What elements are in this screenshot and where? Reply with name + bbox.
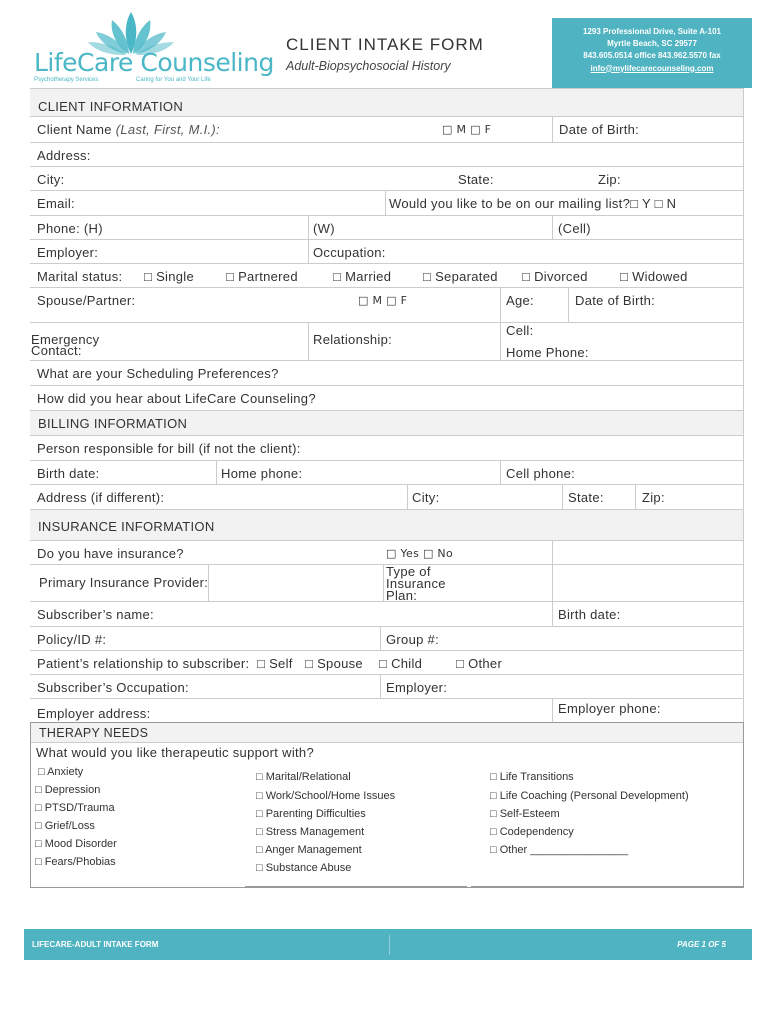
city-field[interactable]: City: xyxy=(37,172,65,187)
form-row xyxy=(30,143,744,167)
emergency-cell-field[interactable]: Cell: xyxy=(506,323,534,338)
therapy-option-anxiety[interactable]: □ Anxiety xyxy=(38,766,84,778)
work-phone-field[interactable]: (W) xyxy=(313,221,335,236)
spouse-dob-field[interactable]: Date of Birth: xyxy=(575,293,656,308)
footer-form-name: LIFECARE-ADULT INTAKE FORM xyxy=(32,940,159,949)
section-title: BILLING INFORMATION xyxy=(38,416,188,431)
form-subtitle: Adult-Biopsychosocial History xyxy=(286,59,451,73)
subscriber-birth-date-field[interactable]: Birth date: xyxy=(558,607,621,622)
relationship-to-subscriber-label: Patient’s relationship to subscriber: xyxy=(37,656,250,671)
relationship-option-child[interactable]: □ Child xyxy=(379,656,423,671)
spouse-sex-checkboxes[interactable]: □ M □ F xyxy=(358,294,408,307)
billing-zip-field[interactable]: Zip: xyxy=(642,490,665,505)
billing-city-field[interactable]: City: xyxy=(412,490,440,505)
therapy-option-other[interactable]: □ Other ________________ xyxy=(490,844,629,856)
form-row xyxy=(30,565,744,602)
billing-cell-phone-field[interactable]: Cell phone: xyxy=(506,466,576,481)
relationship-option-spouse[interactable]: □ Spouse xyxy=(305,656,363,671)
marital-option-widowed[interactable]: □ Widowed xyxy=(620,269,688,284)
email-field[interactable]: Email: xyxy=(37,196,75,211)
address-line-2: Myrtle Beach, SC 29577 xyxy=(607,39,697,49)
emergency-label-1: Emergency xyxy=(31,332,100,347)
billing-address-field[interactable]: Address (if different): xyxy=(37,490,165,505)
primary-provider-label: Primary Insurance Provider: xyxy=(39,575,209,590)
logo-tagline-right: Caring for You and Your Life xyxy=(136,77,211,83)
client-name-field[interactable] xyxy=(37,117,220,142)
subscriber-occupation-field[interactable]: Subscriber’s Occupation: xyxy=(37,680,189,695)
billing-home-phone-field[interactable]: Home phone: xyxy=(221,466,303,481)
have-insurance-label: Do you have insurance? xyxy=(37,546,184,561)
therapy-option-parenting[interactable]: □ Parenting Difficulties xyxy=(256,808,366,820)
spouse-age-field[interactable]: Age: xyxy=(506,293,534,308)
plan-type-label xyxy=(386,565,446,601)
form-row xyxy=(30,191,744,216)
therapy-option-marital[interactable]: □ Marital/Relational xyxy=(256,771,351,783)
therapy-option-work[interactable]: □ Work/School/Home Issues xyxy=(256,790,396,802)
sex-checkboxes[interactable]: □ M □ F xyxy=(442,123,492,136)
therapy-needs-section xyxy=(30,722,744,888)
marital-option-partnered[interactable]: □ Partnered xyxy=(226,269,298,284)
relationship-option-self[interactable]: □ Self xyxy=(257,656,293,671)
form-row xyxy=(30,167,744,191)
client-name-hint: (Last, First, M.I.): xyxy=(115,122,220,137)
form-right-border xyxy=(743,88,744,722)
plan-type-line-2: Insurance xyxy=(386,576,446,591)
form-row xyxy=(30,436,744,461)
therapy-option-grief[interactable]: □ Grief/Loss xyxy=(35,820,95,832)
billing-birth-date-field[interactable]: Birth date: xyxy=(37,466,100,481)
section-title: INSURANCE INFORMATION xyxy=(38,519,215,534)
form-row xyxy=(30,461,744,485)
marital-status-label: Marital status: xyxy=(37,269,123,284)
form-row xyxy=(30,386,744,411)
subscriber-name-field[interactable]: Subscriber’s name: xyxy=(37,607,154,622)
zip-field[interactable]: Zip: xyxy=(598,172,621,187)
therapy-option-transitions[interactable]: □ Life Transitions xyxy=(490,771,574,783)
form-row xyxy=(30,240,744,264)
therapy-option-ptsd[interactable]: □ PTSD/Trauma xyxy=(35,802,115,814)
contact-box xyxy=(552,18,752,88)
insurance-yes-no[interactable]: □ Yes □ No xyxy=(386,547,453,560)
plan-type-line-3: Plan: xyxy=(386,588,418,603)
footer-page-number: PAGE 1 OF 5 xyxy=(677,940,726,949)
policy-id-field[interactable]: Policy/ID #: xyxy=(37,632,107,647)
employer-address-field[interactable]: Employer address: xyxy=(37,706,151,721)
form-row xyxy=(30,485,744,510)
emergency-home-phone-field[interactable]: Home Phone: xyxy=(506,345,589,360)
address-line-1: 1293 Professional Drive, Suite A-101 xyxy=(583,27,721,36)
section-title: CLIENT INFORMATION xyxy=(38,99,184,114)
form-row xyxy=(30,323,744,361)
page-footer xyxy=(24,929,752,960)
therapy-option-stress[interactable]: □ Stress Management xyxy=(256,826,365,838)
marital-option-separated[interactable]: □ Separated xyxy=(423,269,498,284)
mailing-list-checkboxes[interactable]: Would you like to be on our mailing list?□ Y □ N xyxy=(389,196,677,211)
state-field[interactable]: State: xyxy=(458,172,494,187)
group-number-field[interactable]: Group #: xyxy=(386,632,439,647)
therapy-option-mood[interactable]: □ Mood Disorder xyxy=(35,838,117,850)
section-header-client xyxy=(30,88,744,117)
therapy-option-anger[interactable]: □ Anger Management xyxy=(256,844,362,856)
form-row xyxy=(30,675,744,699)
primary-provider-input[interactable] xyxy=(208,565,384,602)
employer-phone-field[interactable]: Employer phone: xyxy=(558,701,661,716)
divider xyxy=(471,886,743,887)
employer-field[interactable]: Employer: xyxy=(37,245,99,260)
therapy-option-self-esteem[interactable]: □ Self-Esteem xyxy=(490,808,560,820)
form-row xyxy=(30,264,744,288)
email-link[interactable]: info@mylifecarecounseling.com xyxy=(590,63,714,73)
spouse-field[interactable]: Spouse/Partner: xyxy=(37,293,136,308)
cell-phone-field[interactable]: (Cell) xyxy=(558,221,591,236)
therapy-option-coaching[interactable]: □ Life Coaching (Personal Development) xyxy=(490,790,689,802)
therapy-option-codependency[interactable]: □ Codependency xyxy=(490,826,574,838)
dob-field[interactable]: Date of Birth: xyxy=(559,122,640,137)
therapy-option-substance[interactable]: □ Substance Abuse xyxy=(256,862,352,874)
plan-type-line-1: Type of xyxy=(386,564,431,579)
phone-line: 843.605.0514 office 843.962.5570 fax xyxy=(583,51,721,61)
section-header-insurance xyxy=(30,510,744,541)
marital-option-married[interactable]: □ Married xyxy=(333,269,392,284)
emergency-contact-field[interactable] xyxy=(31,323,99,360)
form-row xyxy=(30,288,744,323)
section-header-billing xyxy=(30,411,744,436)
form-title: CLIENT INTAKE FORM xyxy=(286,35,484,54)
therapy-question: What would you like therapeutic support with? xyxy=(36,745,314,760)
relationship-option-other[interactable]: □ Other xyxy=(456,656,503,671)
form-row xyxy=(30,361,744,386)
form-row xyxy=(30,627,744,651)
form-row xyxy=(30,602,744,627)
relationship-field[interactable]: Relationship: xyxy=(313,332,393,347)
therapy-option-fears[interactable]: □ Fears/Phobias xyxy=(35,856,116,868)
form-row xyxy=(30,117,744,143)
billing-state-field[interactable]: State: xyxy=(568,490,604,505)
emergency-label-2: Contact: xyxy=(31,343,82,358)
section-header-therapy xyxy=(31,723,743,743)
section-title: THERAPY NEEDS xyxy=(39,726,149,740)
marital-option-divorced[interactable]: □ Divorced xyxy=(522,269,588,284)
scheduling-field[interactable]: What are your Scheduling Preferences? xyxy=(37,366,279,381)
home-phone-field[interactable]: Phone: (H) xyxy=(37,221,103,236)
form-row xyxy=(30,541,744,565)
occupation-field[interactable]: Occupation: xyxy=(313,245,386,260)
address-field[interactable]: Address: xyxy=(37,148,91,163)
form-row xyxy=(30,699,744,722)
client-name-label: Client Name xyxy=(37,122,112,137)
referral-field[interactable]: How did you hear about LifeCare Counseling? xyxy=(37,391,316,406)
form-row xyxy=(30,216,744,240)
form-row xyxy=(30,651,744,675)
therapy-option-depression[interactable]: □ Depression xyxy=(35,784,101,796)
footer-divider xyxy=(389,935,390,955)
logo-tagline-left: Psychotherapy Services xyxy=(34,77,99,83)
divider xyxy=(245,886,467,887)
marital-option-single[interactable]: □ Single xyxy=(144,269,195,284)
logo-wordmark: LifeCare Counseling xyxy=(34,48,274,77)
subscriber-employer-field[interactable]: Employer: xyxy=(386,680,448,695)
responsible-party-field[interactable]: Person responsible for bill (if not the client): xyxy=(37,441,301,456)
